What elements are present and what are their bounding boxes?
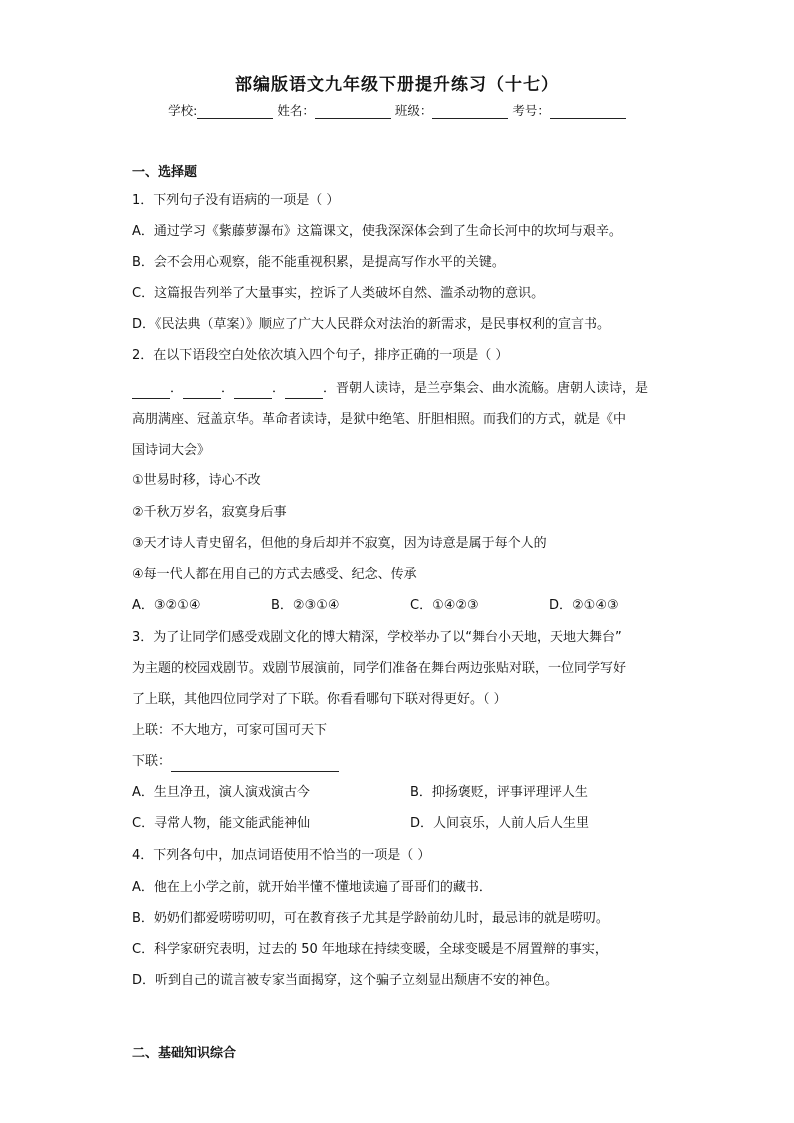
option-d: D．听到自己的谎言被专家当面揭穿，这个骗子立刻显出颓唐不安的神色。 <box>132 973 559 988</box>
passage-line: ． ． ． ．晋朝人读诗，是兰亭集会、曲水流觞。唐朝人读诗，是 <box>132 379 648 399</box>
name-blank[interactable] <box>315 105 391 119</box>
sentence-item: ④每一代人都在用自己的方式去感受、纪念、传承 <box>132 567 417 582</box>
exam-number-label: 考号： <box>512 103 550 118</box>
student-info-row <box>0 101 794 119</box>
upper-couplet: 上联：不大地方，可家可国可天下 <box>132 723 328 738</box>
class-label: 班级： <box>394 103 433 118</box>
sentence-item: ③天才诗人青史留名，但他的身后却并不寂寞，因为诗意是属于每个人的 <box>132 536 547 551</box>
option-a: A．通过学习《紫藤萝瀑布》这篇课文，使我深深体会到了生命长河中的坎坷与艰辛。 <box>132 224 622 239</box>
option-a: A．他在上小学之前，就开始半懂不懂地读遍了哥哥们的藏书． <box>132 880 492 895</box>
passage-text: ．晋朝人读诗，是兰亭集会、曲水流觞。唐朝人读诗，是 <box>323 381 649 396</box>
option-c: C．科学家研究表明，过去的 50 年地球在持续变暖，全球变暖是不屑置辩的事实， <box>132 942 608 957</box>
option-d: D．人间哀乐，人前人后人生里 <box>410 816 590 831</box>
fill-blank[interactable] <box>285 386 323 399</box>
section-heading: 二、基础知识综合 <box>132 1046 237 1061</box>
fill-blank[interactable] <box>132 386 170 399</box>
lower-couplet-blank[interactable] <box>171 758 339 772</box>
lower-couplet-label: 下联： <box>132 754 172 769</box>
sentence-item: ②千秋万岁名，寂寞身后事 <box>132 505 287 520</box>
option-b: B．会不会用心观察，能不能重视积累，是提高写作水平的关键。 <box>132 255 505 270</box>
question-stem: 2．在以下语段空白处依次填入四个句子，排序正确的一项是（ ） <box>132 348 509 363</box>
school-label: 学校: <box>168 103 198 118</box>
question-stem: 3．为了让同学们感受戏剧文化的博大精深，学校举办了以“舞台小天地，天地大舞台” <box>132 630 622 645</box>
passage-line: 高朋满座、冠盖京华。革命者读诗，是狱中绝笔、肝胆相照。而我们的方式，就是《中 <box>132 412 627 427</box>
option-c: C．①④②③ <box>410 598 479 613</box>
class-blank[interactable] <box>432 105 508 119</box>
section-heading: 一、选择题 <box>132 165 198 180</box>
fill-blank[interactable] <box>183 386 221 399</box>
option-d: D．②①④③ <box>549 598 619 613</box>
option-a: A．③②①④ <box>132 598 201 613</box>
question-stem-line: 为主题的校园戏剧节。戏剧节展演前，同学们准备在舞台两边张贴对联，一位同学写好 <box>132 661 627 676</box>
fill-blank[interactable] <box>234 386 272 399</box>
question-stem: 4．下列各句中，加点词语使用不恰当的一项是（ ） <box>132 848 431 863</box>
option-c: C．这篇报告列举了大量事实，控诉了人类破坏自然、滥杀动物的意识。 <box>132 286 545 301</box>
option-b: B．抑扬褒贬，评事评理评人生 <box>410 785 588 800</box>
school-blank[interactable] <box>197 105 273 119</box>
option-b: B．奶奶们都爱唠唠叨叨，可在教育孩子尤其是学龄前幼儿时，最忌讳的就是唠叨。 <box>132 911 609 926</box>
lower-couplet <box>132 752 339 772</box>
option-d: D．《民法典（草案）》顺应了广大人民群众对法治的新需求，是民事权利的宣言书。 <box>132 317 611 332</box>
passage-line: 国诗词大会》 <box>132 443 211 458</box>
page-title: 部编版语文九年级下册提升练习（十七） <box>235 75 559 95</box>
question-stem: 1．下列句子没有语病的一项是（ ） <box>132 193 340 208</box>
option-c: C．寻常人物，能文能武能神仙 <box>132 816 311 831</box>
question-stem-line: 了上联，其他四位同学对了下联。你看看哪句下联对得更好。（ ） <box>132 692 507 707</box>
sentence-item: ①世易时移，诗心不改 <box>132 473 261 488</box>
option-b: B．②③①④ <box>271 598 340 613</box>
option-a: A．生旦净丑，演人演戏演古今 <box>132 785 310 800</box>
name-label: 姓名： <box>277 103 315 118</box>
exam-number-blank[interactable] <box>550 105 626 119</box>
